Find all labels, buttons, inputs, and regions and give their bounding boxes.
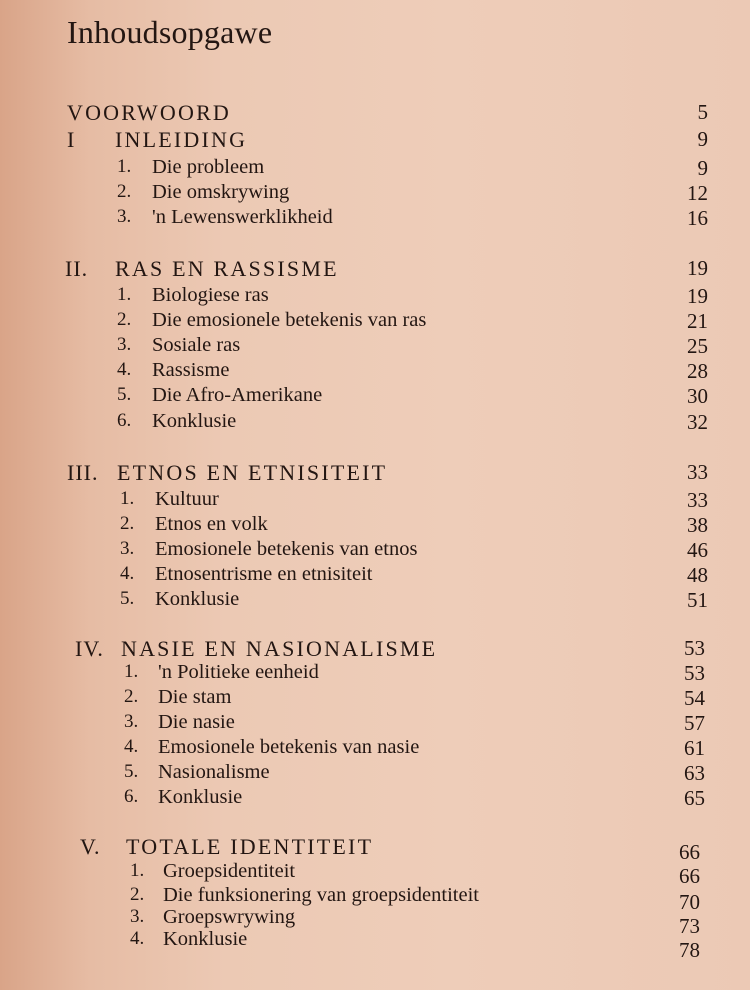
section-page: 33 bbox=[687, 488, 708, 512]
section-label: Nasionalisme bbox=[158, 761, 270, 783]
chapter-page: 33 bbox=[687, 460, 708, 484]
section-number: 4. bbox=[130, 928, 145, 949]
section-label: Kultuur bbox=[155, 488, 219, 510]
toc-section bbox=[0, 206, 750, 232]
toc-section bbox=[0, 736, 750, 762]
section-page: 38 bbox=[687, 513, 708, 537]
section-label: Emosionele betekenis van nasie bbox=[158, 736, 420, 758]
chapter-numeral: III. bbox=[67, 460, 99, 485]
section-page: 21 bbox=[687, 309, 708, 333]
toc-section bbox=[0, 156, 750, 182]
toc-section bbox=[0, 588, 750, 614]
section-page: 9 bbox=[697, 156, 708, 180]
section-number: 5. bbox=[117, 384, 132, 405]
section-number: 6. bbox=[124, 786, 139, 807]
section-label: Die funksionering van groepsidentiteit bbox=[163, 884, 479, 906]
toc-section bbox=[0, 181, 750, 207]
section-label: Die nasie bbox=[158, 711, 235, 733]
entry-page: 5 bbox=[697, 100, 708, 124]
section-number: 2. bbox=[117, 309, 132, 330]
section-page: 12 bbox=[687, 181, 708, 205]
section-page: 46 bbox=[687, 538, 708, 562]
section-label: Konklusie bbox=[163, 928, 248, 950]
chapter-page: 66 bbox=[679, 840, 700, 864]
section-number: 1. bbox=[120, 488, 135, 509]
section-number: 6. bbox=[117, 410, 132, 431]
section-label: Etnosentrisme en etnisiteit bbox=[155, 563, 373, 585]
toc-section bbox=[0, 359, 750, 385]
section-page: 28 bbox=[687, 359, 708, 383]
section-label: 'n Lewenswerklikheid bbox=[152, 206, 333, 228]
section-page: 54 bbox=[684, 686, 705, 710]
section-number: 4. bbox=[120, 563, 135, 584]
toc-chapter bbox=[0, 127, 750, 153]
toc-section bbox=[0, 538, 750, 564]
section-label: Biologiese ras bbox=[152, 284, 269, 306]
section-number: 3. bbox=[124, 711, 139, 732]
toc-section bbox=[0, 410, 750, 436]
toc-section bbox=[0, 761, 750, 787]
section-label: Etnos en volk bbox=[155, 513, 268, 535]
section-page: 61 bbox=[684, 736, 705, 760]
toc-section bbox=[0, 860, 750, 886]
section-number: 2. bbox=[117, 181, 132, 202]
chapter-numeral: II. bbox=[65, 256, 89, 281]
section-label: Die stam bbox=[158, 686, 232, 708]
chapter-page: 53 bbox=[684, 636, 705, 660]
toc-chapter bbox=[0, 636, 750, 662]
section-page: 65 bbox=[684, 786, 705, 810]
toc-section bbox=[0, 384, 750, 410]
chapter-page: 9 bbox=[697, 127, 708, 151]
section-number: 4. bbox=[124, 736, 139, 757]
chapter-label: INLEIDING bbox=[115, 127, 248, 152]
section-number: 3. bbox=[130, 906, 145, 927]
toc-section bbox=[0, 513, 750, 539]
section-page: 19 bbox=[687, 284, 708, 308]
section-page: 73 bbox=[679, 914, 700, 938]
toc-section bbox=[0, 711, 750, 737]
section-page: 30 bbox=[687, 384, 708, 408]
section-label: Die probleem bbox=[152, 156, 265, 178]
section-number: 2. bbox=[130, 884, 145, 905]
section-number: 2. bbox=[124, 686, 139, 707]
section-page: 63 bbox=[684, 761, 705, 785]
chapter-label: ETNOS EN ETNISITEIT bbox=[117, 460, 388, 485]
section-label: Die emosionele betekenis van ras bbox=[152, 309, 427, 331]
toc-entry-voorwoord bbox=[0, 100, 750, 126]
toc-section bbox=[0, 661, 750, 687]
section-label: Groepsidentiteit bbox=[163, 860, 296, 882]
chapter-label: NASIE EN NASIONALISME bbox=[121, 636, 438, 661]
section-page: 78 bbox=[679, 938, 700, 962]
toc-chapter bbox=[0, 256, 750, 282]
section-page: 70 bbox=[679, 890, 700, 914]
toc-section bbox=[0, 928, 750, 962]
section-number: 5. bbox=[124, 761, 139, 782]
section-number: 1. bbox=[124, 661, 139, 682]
section-number: 4. bbox=[117, 359, 132, 380]
toc-section bbox=[0, 786, 750, 812]
section-page: 51 bbox=[687, 588, 708, 612]
section-page: 16 bbox=[687, 206, 708, 230]
section-number: 5. bbox=[120, 588, 135, 609]
chapter-numeral: V. bbox=[80, 834, 101, 859]
section-number: 1. bbox=[130, 860, 145, 881]
section-label: Konklusie bbox=[158, 786, 243, 808]
section-label: Die Afro-Amerikane bbox=[152, 384, 323, 406]
section-number: 3. bbox=[117, 334, 132, 355]
toc-section bbox=[0, 334, 750, 360]
section-page: 48 bbox=[687, 563, 708, 587]
chapter-label: RAS EN RASSISME bbox=[115, 256, 339, 281]
section-page: 57 bbox=[684, 711, 705, 735]
toc-section bbox=[0, 686, 750, 712]
section-number: 2. bbox=[120, 513, 135, 534]
section-number: 1. bbox=[117, 156, 132, 177]
section-label: Konklusie bbox=[155, 588, 240, 610]
section-number: 1. bbox=[117, 284, 132, 305]
section-page: 53 bbox=[684, 661, 705, 685]
chapter-numeral: IV. bbox=[75, 636, 104, 661]
chapter-page: 19 bbox=[687, 256, 708, 280]
chapter-label: TOTALE IDENTITEIT bbox=[126, 834, 374, 859]
section-label: Sosiale ras bbox=[152, 334, 241, 356]
section-page: 25 bbox=[687, 334, 708, 358]
section-label: 'n Politieke eenheid bbox=[158, 661, 319, 683]
section-label: Groepswrywing bbox=[163, 906, 296, 928]
chapter-numeral: I bbox=[67, 127, 76, 152]
page-title: Inhoudsopgawe bbox=[67, 14, 273, 50]
section-label: Emosionele betekenis van etnos bbox=[155, 538, 418, 560]
toc-chapter bbox=[0, 834, 750, 864]
toc-section bbox=[0, 284, 750, 310]
section-label: Rassisme bbox=[152, 359, 230, 381]
section-page: 66 bbox=[679, 864, 700, 888]
section-page: 32 bbox=[687, 410, 708, 434]
toc-section bbox=[0, 488, 750, 514]
entry-label: VOORWOORD bbox=[67, 100, 232, 125]
section-label: Konklusie bbox=[152, 410, 237, 432]
section-label: Die omskrywing bbox=[152, 181, 290, 203]
toc-chapter bbox=[0, 460, 750, 486]
toc-section bbox=[0, 309, 750, 335]
section-number: 3. bbox=[117, 206, 132, 227]
toc-section bbox=[0, 563, 750, 589]
section-number: 3. bbox=[120, 538, 135, 559]
